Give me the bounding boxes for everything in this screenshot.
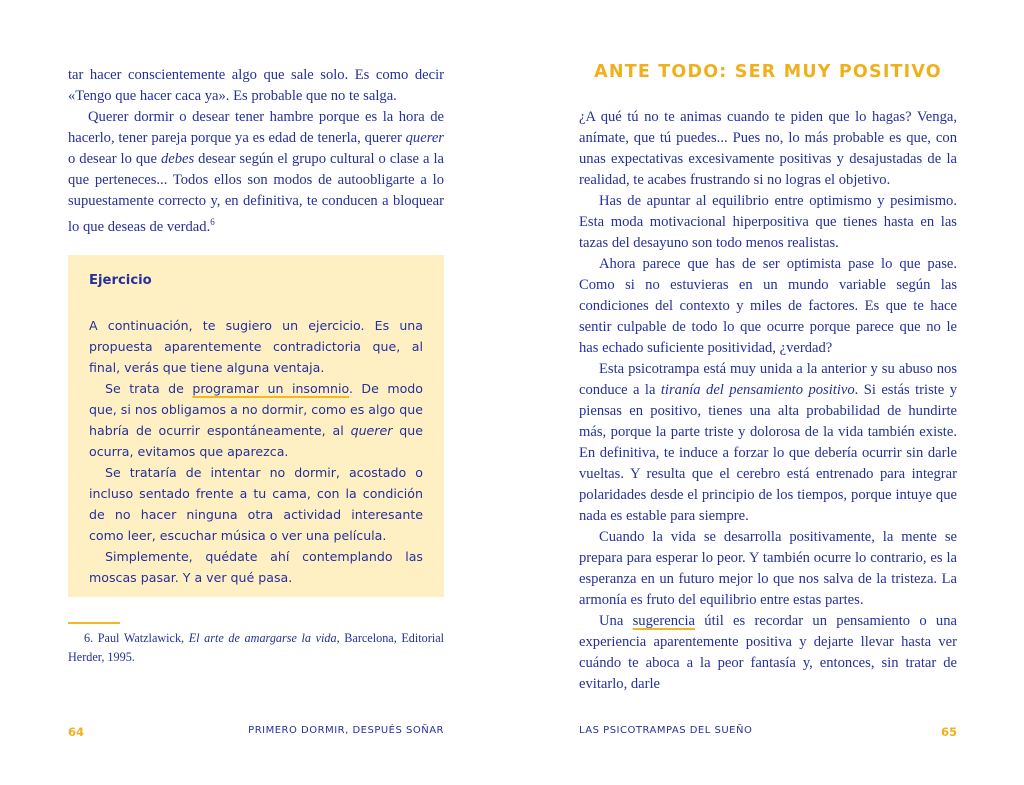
text-run: desear según el grupo cultural o clase a la que perteneces... Todos ellos son modos de autoobligarte a lo supuestamente correcto y, en definitiva, te conducen a bloquear lo que deseas de verdad. [68, 151, 444, 235]
paragraph [579, 254, 957, 359]
paragraph [579, 359, 957, 527]
exercise-box [68, 255, 444, 597]
text-run: Una [599, 613, 633, 629]
paragraph [68, 107, 444, 238]
italic-text: querer [405, 130, 444, 146]
text-run: , Barcelona, Editorial Herder, 1995. [68, 631, 445, 664]
text-run: . Si estás triste y piensas en positivo, tienes una alta probabilidad de hundirte más, porque la parte triste y dolorosa de la vida también existe. En definitiva, te induce a forzar lo que debería ocurrir sin darle vueltas. Y resulta que el cerebro está entrenado para integrar polaridades desde el principio de los tiempos, porque intuye que nada es estable para siempre. [579, 382, 957, 524]
footnote-marker: 6 [210, 217, 215, 227]
text-run: Se trataría de intentar no dormir, acostado o incluso sentado frente a tu cama, con la condición de no hacer ninguna otra actividad interesante como leer, escuchar música o ver una película. [89, 465, 423, 543]
italic-text: debes [160, 151, 195, 167]
paragraph [579, 191, 957, 254]
text-run: tar hacer conscientemente algo que sale solo. Es como decir «Tengo que hacer caca ya». Es probable que no te salga. [68, 67, 444, 104]
paragraph [89, 315, 423, 378]
text-run: Ahora parece que has de ser optimista pase lo que pase. Como si no estuvieras en un mundo variable según las condiciones del contexto y miles de factores. Es que te hace sentir culpable de todo lo que ocurre porque parece que no le has echado suficiente positividad, ¿verdad? [579, 256, 957, 356]
text-run: Simplemente, quédate ahí contemplando las moscas pasar. Y a ver qué pasa. [89, 549, 423, 585]
section-heading: ANTE TODO: SER MUY POSITIVO [594, 62, 942, 82]
footnote [68, 629, 444, 667]
text-run: que ocurra, evitamos que aparezca. [89, 423, 423, 459]
exercise-title: Ejercicio [89, 273, 152, 288]
running-head-left: PRIMERO DORMIR, DESPUÉS SOÑAR [248, 725, 444, 736]
italic-text: querer [350, 423, 393, 438]
text-run: útil es recordar un pensamiento o una experiencia aparentemente positiva y dejarte llevar hasta ver cuándo te aboca a la peor fantasía y, entonces, sin tratar de evitarlo, darle [579, 613, 957, 692]
text-run: 6. Paul Watzlawick, [84, 631, 189, 645]
text-run: Has de apuntar al equilibrio entre optimismo y pesimismo. Esta moda motivacional hiperpositiva que tienes hasta en las tazas del desayuno son todo menos realistas. [579, 193, 957, 251]
paragraph [579, 527, 957, 611]
text-run: Se trata de [105, 381, 193, 396]
paragraph [89, 462, 423, 546]
right-page [579, 0, 957, 785]
exercise-body [89, 315, 423, 588]
paragraph [68, 65, 444, 107]
paragraph [579, 107, 957, 191]
paragraph [579, 611, 957, 695]
text-run: A continuación, te sugiero un ejercicio. Es una propuesta aparentemente contradictoria que, al final, verás que tiene alguna ventaja. [89, 318, 423, 375]
page-number-left: 64 [68, 725, 85, 739]
right-body-text [579, 107, 957, 695]
paragraph [89, 546, 423, 588]
text-run: ¿A qué tú no te animas cuando te piden que lo hagas? Venga, anímate, que tú puedes... Pues no, lo más probable es que, con unas expectativas excesivamente positivas y desajustadas de la realidad, te acabes frustrando si no logras el objetivo. [579, 109, 957, 188]
text-run: Cuando la vida se desarrolla positivamente, la mente se prepara para esperar lo peor. Y también ocurre lo contrario, es la esperanza en un futuro mejor lo que nos salva de la tristeza. La armonía es fruto del equilibrio entre estas partes. [579, 529, 957, 608]
underlined-text: sugerencia [632, 613, 696, 629]
paragraph [89, 378, 423, 462]
underlined-text: programar un insomnio [192, 381, 349, 396]
page-number-right: 65 [940, 725, 957, 739]
italic-text: tiranía del pensamiento positivo [660, 382, 855, 398]
text-run: Querer dormir o desear tener hambre porque es la hora de hacerlo, tener pareja porque ya es edad de tenerla, querer [68, 109, 444, 146]
text-run: o desear lo que [68, 151, 161, 167]
text-run: . De modo que, si nos obligamos a no dormir, como es algo que habría de ocurrir espontáneamente, al [89, 381, 423, 438]
footnote-rule [68, 622, 120, 624]
running-head-right: LAS PSICOTRAMPAS DEL SUEÑO [579, 725, 753, 736]
left-body-text [68, 65, 444, 238]
left-page [68, 0, 444, 785]
text-run: Esta psicotrampa está muy unida a la anterior y su abuso nos conduce a la [579, 361, 957, 398]
italic-text: El arte de amargarse la vida [188, 631, 337, 645]
